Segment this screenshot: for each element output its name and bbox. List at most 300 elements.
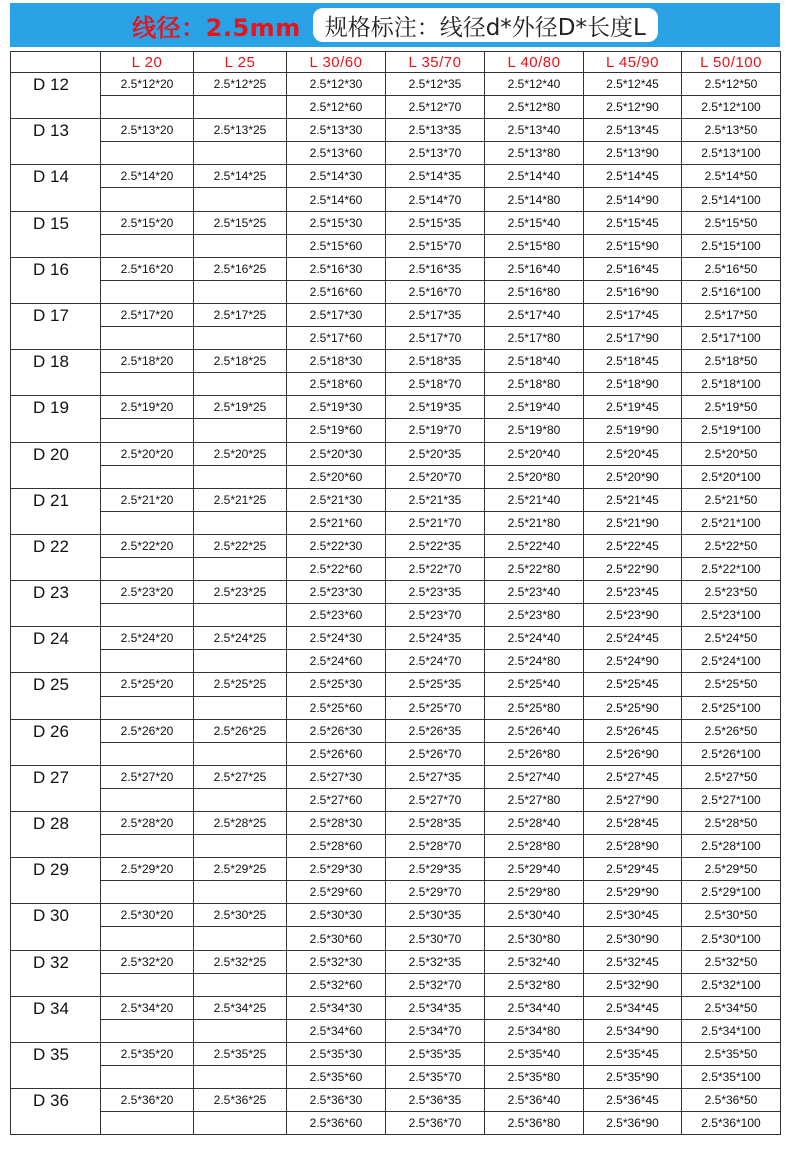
spec-cell: 2.5*12*20	[101, 73, 194, 96]
spec-cell: 2.5*15*50	[682, 211, 781, 234]
spec-cell: 2.5*36*100	[682, 1112, 781, 1135]
spec-cell: 2.5*28*100	[682, 835, 781, 858]
spec-cell: 2.5*23*50	[682, 581, 781, 604]
spec-cell	[101, 327, 194, 350]
spec-cell: 2.5*22*20	[101, 534, 194, 557]
spec-cell: 2.5*24*25	[194, 627, 287, 650]
spec-cell	[101, 1019, 194, 1042]
spec-cell: 2.5*17*20	[101, 303, 194, 326]
spec-cell: 2.5*34*25	[194, 996, 287, 1019]
spec-cell: 2.5*20*25	[194, 442, 287, 465]
table-row	[11, 165, 781, 188]
spec-cell: 2.5*32*80	[485, 973, 584, 996]
column-header: L 50/100	[682, 52, 781, 73]
outer-diameter-label: D 26	[11, 719, 101, 765]
table-row	[11, 627, 781, 650]
spec-cell: 2.5*29*25	[194, 858, 287, 881]
spec-cell: 2.5*14*50	[682, 165, 781, 188]
spec-cell: 2.5*16*40	[485, 257, 584, 280]
outer-diameter-label: D 18	[11, 350, 101, 396]
spec-cell: 2.5*32*35	[386, 950, 485, 973]
spec-cell: 2.5*17*25	[194, 303, 287, 326]
spec-cell	[194, 188, 287, 211]
table-row	[11, 904, 781, 927]
outer-diameter-label: D 22	[11, 534, 101, 580]
outer-diameter-label: D 34	[11, 996, 101, 1042]
spec-table	[10, 51, 781, 1135]
spec-cell: 2.5*30*45	[584, 904, 682, 927]
spec-note-label: 规格标注：线径d*外径D*长度L	[313, 8, 658, 42]
spec-cell: 2.5*19*35	[386, 396, 485, 419]
spec-cell	[194, 927, 287, 950]
spec-cell: 2.5*28*50	[682, 812, 781, 835]
spec-cell: 2.5*20*70	[386, 465, 485, 488]
spec-cell	[101, 142, 194, 165]
spec-cell: 2.5*27*40	[485, 765, 584, 788]
spec-cell: 2.5*18*70	[386, 373, 485, 396]
spec-cell	[101, 696, 194, 719]
spec-cell: 2.5*12*25	[194, 73, 287, 96]
outer-diameter-label: D 14	[11, 165, 101, 211]
spec-cell: 2.5*16*90	[584, 280, 682, 303]
spec-cell: 2.5*30*70	[386, 927, 485, 950]
spec-cell: 2.5*14*40	[485, 165, 584, 188]
spec-cell: 2.5*34*80	[485, 1019, 584, 1042]
header-banner	[10, 3, 780, 47]
table-row	[11, 188, 781, 211]
spec-cell: 2.5*22*90	[584, 557, 682, 580]
spec-cell: 2.5*19*20	[101, 396, 194, 419]
spec-cell: 2.5*36*25	[194, 1089, 287, 1112]
spec-cell: 2.5*18*40	[485, 350, 584, 373]
spec-cell: 2.5*17*90	[584, 327, 682, 350]
outer-diameter-label: D 17	[11, 303, 101, 349]
spec-cell	[194, 835, 287, 858]
spec-cell: 2.5*17*80	[485, 327, 584, 350]
spec-cell: 2.5*26*30	[287, 719, 386, 742]
spec-cell: 2.5*28*35	[386, 812, 485, 835]
spec-cell: 2.5*23*80	[485, 604, 584, 627]
spec-cell: 2.5*18*100	[682, 373, 781, 396]
table-row	[11, 373, 781, 396]
table-row	[11, 534, 781, 557]
spec-cell: 2.5*12*60	[287, 96, 386, 119]
spec-cell: 2.5*24*80	[485, 650, 584, 673]
spec-cell: 2.5*16*50	[682, 257, 781, 280]
spec-cell: 2.5*15*90	[584, 234, 682, 257]
spec-cell: 2.5*26*25	[194, 719, 287, 742]
spec-cell: 2.5*13*40	[485, 119, 584, 142]
table-header-row	[11, 52, 781, 73]
spec-cell: 2.5*17*60	[287, 327, 386, 350]
spec-cell: 2.5*19*30	[287, 396, 386, 419]
spec-cell: 2.5*20*50	[682, 442, 781, 465]
spec-cell: 2.5*16*45	[584, 257, 682, 280]
spec-cell: 2.5*25*30	[287, 673, 386, 696]
outer-diameter-label: D 25	[11, 673, 101, 719]
spec-cell: 2.5*36*20	[101, 1089, 194, 1112]
spec-cell: 2.5*29*45	[584, 858, 682, 881]
spec-cell: 2.5*15*70	[386, 234, 485, 257]
table-row	[11, 396, 781, 419]
spec-cell: 2.5*26*50	[682, 719, 781, 742]
spec-cell: 2.5*29*100	[682, 881, 781, 904]
spec-cell: 2.5*28*40	[485, 812, 584, 835]
spec-cell: 2.5*32*30	[287, 950, 386, 973]
wire-diameter-title: 线径：2.5mm	[132, 13, 301, 42]
spec-cell: 2.5*23*45	[584, 581, 682, 604]
spec-cell: 2.5*17*35	[386, 303, 485, 326]
spec-cell: 2.5*20*20	[101, 442, 194, 465]
table-body	[11, 73, 781, 1135]
spec-cell	[101, 1112, 194, 1135]
spec-cell	[194, 742, 287, 765]
spec-cell: 2.5*13*90	[584, 142, 682, 165]
spec-cell: 2.5*18*35	[386, 350, 485, 373]
spec-cell: 2.5*19*70	[386, 419, 485, 442]
spec-cell: 2.5*14*20	[101, 165, 194, 188]
spec-cell	[194, 280, 287, 303]
spec-cell	[194, 557, 287, 580]
spec-cell: 2.5*34*100	[682, 1019, 781, 1042]
table-row	[11, 442, 781, 465]
spec-cell: 2.5*30*25	[194, 904, 287, 927]
spec-cell	[101, 234, 194, 257]
table-row	[11, 142, 781, 165]
spec-cell: 2.5*35*70	[386, 1066, 485, 1089]
spec-cell: 2.5*32*25	[194, 950, 287, 973]
spec-cell: 2.5*36*70	[386, 1112, 485, 1135]
spec-cell: 2.5*35*35	[386, 1042, 485, 1065]
spec-cell: 2.5*27*70	[386, 788, 485, 811]
table-row	[11, 1042, 781, 1065]
column-header: L 45/90	[584, 52, 682, 73]
spec-cell	[101, 465, 194, 488]
spec-cell: 2.5*35*90	[584, 1066, 682, 1089]
spec-cell: 2.5*21*100	[682, 511, 781, 534]
table-row	[11, 96, 781, 119]
table-row	[11, 257, 781, 280]
spec-cell: 2.5*12*50	[682, 73, 781, 96]
table-row	[11, 511, 781, 534]
spec-cell: 2.5*13*70	[386, 142, 485, 165]
spec-cell: 2.5*28*25	[194, 812, 287, 835]
spec-cell: 2.5*24*30	[287, 627, 386, 650]
table-row	[11, 327, 781, 350]
spec-cell: 2.5*36*30	[287, 1089, 386, 1112]
spec-cell: 2.5*34*50	[682, 996, 781, 1019]
spec-cell: 2.5*18*50	[682, 350, 781, 373]
spec-cell: 2.5*36*45	[584, 1089, 682, 1112]
outer-diameter-label: D 16	[11, 257, 101, 303]
table-row	[11, 835, 781, 858]
table-row	[11, 1019, 781, 1042]
spec-cell	[194, 96, 287, 119]
spec-cell: 2.5*27*100	[682, 788, 781, 811]
spec-cell: 2.5*32*90	[584, 973, 682, 996]
spec-cell	[194, 373, 287, 396]
spec-cell: 2.5*13*100	[682, 142, 781, 165]
column-header: L 20	[101, 52, 194, 73]
spec-cell: 2.5*13*30	[287, 119, 386, 142]
spec-cell: 2.5*24*90	[584, 650, 682, 673]
spec-cell: 2.5*14*80	[485, 188, 584, 211]
spec-cell	[101, 881, 194, 904]
spec-cell: 2.5*23*60	[287, 604, 386, 627]
column-header: L 35/70	[386, 52, 485, 73]
spec-cell: 2.5*26*80	[485, 742, 584, 765]
table-row	[11, 996, 781, 1019]
spec-cell: 2.5*20*40	[485, 442, 584, 465]
spec-cell: 2.5*26*70	[386, 742, 485, 765]
outer-diameter-label: D 15	[11, 211, 101, 257]
outer-diameter-label: D 35	[11, 1042, 101, 1088]
spec-cell: 2.5*16*35	[386, 257, 485, 280]
spec-cell	[101, 604, 194, 627]
spec-cell: 2.5*30*50	[682, 904, 781, 927]
spec-cell: 2.5*34*35	[386, 996, 485, 1019]
spec-cell: 2.5*24*40	[485, 627, 584, 650]
outer-diameter-label: D 29	[11, 858, 101, 904]
spec-cell: 2.5*20*35	[386, 442, 485, 465]
spec-cell: 2.5*27*45	[584, 765, 682, 788]
spec-cell	[194, 696, 287, 719]
spec-cell	[194, 1019, 287, 1042]
spec-cell: 2.5*34*30	[287, 996, 386, 1019]
outer-diameter-label: D 23	[11, 581, 101, 627]
spec-cell: 2.5*18*25	[194, 350, 287, 373]
spec-cell: 2.5*27*35	[386, 765, 485, 788]
outer-diameter-label: D 24	[11, 627, 101, 673]
spec-cell: 2.5*16*70	[386, 280, 485, 303]
spec-cell: 2.5*29*80	[485, 881, 584, 904]
spec-cell: 2.5*19*40	[485, 396, 584, 419]
spec-cell: 2.5*22*30	[287, 534, 386, 557]
spec-cell: 2.5*22*35	[386, 534, 485, 557]
spec-cell: 2.5*35*30	[287, 1042, 386, 1065]
table-row	[11, 765, 781, 788]
table-row	[11, 927, 781, 950]
spec-cell: 2.5*34*40	[485, 996, 584, 1019]
spec-cell: 2.5*28*20	[101, 812, 194, 835]
spec-cell: 2.5*19*80	[485, 419, 584, 442]
spec-cell: 2.5*22*40	[485, 534, 584, 557]
outer-diameter-label: D 36	[11, 1089, 101, 1135]
table-row	[11, 1089, 781, 1112]
spec-cell: 2.5*12*90	[584, 96, 682, 119]
spec-cell: 2.5*15*80	[485, 234, 584, 257]
column-header: L 30/60	[287, 52, 386, 73]
spec-cell	[101, 373, 194, 396]
table-row	[11, 650, 781, 673]
spec-cell	[194, 465, 287, 488]
table-row	[11, 73, 781, 96]
spec-cell: 2.5*26*35	[386, 719, 485, 742]
spec-cell: 2.5*24*70	[386, 650, 485, 673]
spec-cell: 2.5*26*60	[287, 742, 386, 765]
spec-cell: 2.5*23*25	[194, 581, 287, 604]
spec-cell	[194, 234, 287, 257]
outer-diameter-label: D 19	[11, 396, 101, 442]
spec-cell: 2.5*21*50	[682, 488, 781, 511]
spec-cell: 2.5*19*100	[682, 419, 781, 442]
spec-cell: 2.5*27*50	[682, 765, 781, 788]
spec-cell: 2.5*22*45	[584, 534, 682, 557]
spec-cell: 2.5*36*50	[682, 1089, 781, 1112]
table-row	[11, 673, 781, 696]
spec-cell: 2.5*13*50	[682, 119, 781, 142]
spec-cell: 2.5*29*90	[584, 881, 682, 904]
spec-cell: 2.5*18*60	[287, 373, 386, 396]
spec-cell	[101, 280, 194, 303]
spec-cell	[101, 973, 194, 996]
spec-cell	[101, 1066, 194, 1089]
outer-diameter-label: D 30	[11, 904, 101, 950]
spec-cell: 2.5*17*45	[584, 303, 682, 326]
spec-cell: 2.5*13*60	[287, 142, 386, 165]
spec-cell: 2.5*35*45	[584, 1042, 682, 1065]
spec-cell: 2.5*30*90	[584, 927, 682, 950]
spec-cell: 2.5*34*20	[101, 996, 194, 1019]
spec-cell: 2.5*35*25	[194, 1042, 287, 1065]
spec-cell: 2.5*17*40	[485, 303, 584, 326]
spec-cell: 2.5*19*45	[584, 396, 682, 419]
table-row	[11, 812, 781, 835]
spec-cell: 2.5*23*30	[287, 581, 386, 604]
spec-cell	[194, 142, 287, 165]
table-row	[11, 211, 781, 234]
spec-cell: 2.5*27*90	[584, 788, 682, 811]
spec-cell: 2.5*23*40	[485, 581, 584, 604]
spec-cell	[194, 327, 287, 350]
spec-cell: 2.5*36*60	[287, 1112, 386, 1135]
spec-cell: 2.5*34*45	[584, 996, 682, 1019]
spec-cell: 2.5*24*100	[682, 650, 781, 673]
spec-cell: 2.5*18*90	[584, 373, 682, 396]
spec-cell: 2.5*21*80	[485, 511, 584, 534]
outer-diameter-label: D 21	[11, 488, 101, 534]
spec-cell: 2.5*22*80	[485, 557, 584, 580]
spec-cell: 2.5*17*70	[386, 327, 485, 350]
spec-cell: 2.5*23*35	[386, 581, 485, 604]
spec-cell: 2.5*34*90	[584, 1019, 682, 1042]
outer-diameter-label: D 20	[11, 442, 101, 488]
column-header	[11, 52, 101, 73]
spec-cell: 2.5*12*80	[485, 96, 584, 119]
spec-cell: 2.5*25*25	[194, 673, 287, 696]
outer-diameter-label: D 28	[11, 812, 101, 858]
spec-cell: 2.5*32*60	[287, 973, 386, 996]
spec-cell	[101, 557, 194, 580]
spec-cell: 2.5*21*70	[386, 511, 485, 534]
spec-cell: 2.5*12*45	[584, 73, 682, 96]
spec-cell: 2.5*20*30	[287, 442, 386, 465]
spec-cell: 2.5*16*20	[101, 257, 194, 280]
spec-cell: 2.5*22*25	[194, 534, 287, 557]
spec-cell: 2.5*20*80	[485, 465, 584, 488]
spec-cell	[101, 835, 194, 858]
spec-cell: 2.5*12*30	[287, 73, 386, 96]
table-row	[11, 1112, 781, 1135]
spec-cell: 2.5*26*90	[584, 742, 682, 765]
spec-cell: 2.5*12*100	[682, 96, 781, 119]
spec-cell: 2.5*30*30	[287, 904, 386, 927]
spec-cell: 2.5*35*50	[682, 1042, 781, 1065]
outer-diameter-label: D 12	[11, 73, 101, 119]
spec-cell: 2.5*17*100	[682, 327, 781, 350]
spec-cell: 2.5*32*45	[584, 950, 682, 973]
table-row	[11, 788, 781, 811]
spec-cell: 2.5*30*100	[682, 927, 781, 950]
spec-cell: 2.5*15*25	[194, 211, 287, 234]
spec-cell: 2.5*16*25	[194, 257, 287, 280]
table-row	[11, 234, 781, 257]
spec-cell: 2.5*32*70	[386, 973, 485, 996]
spec-cell: 2.5*18*80	[485, 373, 584, 396]
spec-cell: 2.5*14*45	[584, 165, 682, 188]
spec-cell: 2.5*23*20	[101, 581, 194, 604]
spec-cell: 2.5*28*70	[386, 835, 485, 858]
spec-cell: 2.5*20*45	[584, 442, 682, 465]
spec-cell: 2.5*16*80	[485, 280, 584, 303]
spec-cell	[194, 650, 287, 673]
spec-cell: 2.5*30*40	[485, 904, 584, 927]
spec-cell	[194, 511, 287, 534]
spec-cell: 2.5*21*40	[485, 488, 584, 511]
table-row	[11, 303, 781, 326]
spec-cell: 2.5*24*60	[287, 650, 386, 673]
spec-cell: 2.5*28*60	[287, 835, 386, 858]
spec-cell	[194, 604, 287, 627]
spec-cell	[101, 188, 194, 211]
spec-cell: 2.5*21*35	[386, 488, 485, 511]
spec-cell: 2.5*30*60	[287, 927, 386, 950]
table-row	[11, 419, 781, 442]
outer-diameter-label: D 27	[11, 765, 101, 811]
spec-cell: 2.5*22*100	[682, 557, 781, 580]
spec-cell: 2.5*25*90	[584, 696, 682, 719]
spec-cell	[101, 927, 194, 950]
spec-cell: 2.5*17*30	[287, 303, 386, 326]
spec-cell: 2.5*21*25	[194, 488, 287, 511]
table-row	[11, 604, 781, 627]
spec-cell: 2.5*29*35	[386, 858, 485, 881]
spec-cell: 2.5*27*30	[287, 765, 386, 788]
spec-cell: 2.5*35*40	[485, 1042, 584, 1065]
spec-cell: 2.5*22*50	[682, 534, 781, 557]
spec-cell: 2.5*36*35	[386, 1089, 485, 1112]
table-row	[11, 950, 781, 973]
spec-cell: 2.5*18*20	[101, 350, 194, 373]
spec-cell: 2.5*28*30	[287, 812, 386, 835]
table-row	[11, 350, 781, 373]
spec-cell: 2.5*21*90	[584, 511, 682, 534]
spec-cell: 2.5*14*30	[287, 165, 386, 188]
spec-cell: 2.5*12*40	[485, 73, 584, 96]
spec-cell: 2.5*13*80	[485, 142, 584, 165]
spec-cell: 2.5*34*60	[287, 1019, 386, 1042]
spec-cell: 2.5*16*100	[682, 280, 781, 303]
spec-cell: 2.5*30*35	[386, 904, 485, 927]
spec-cell: 2.5*14*25	[194, 165, 287, 188]
spec-cell: 2.5*25*100	[682, 696, 781, 719]
table-row	[11, 696, 781, 719]
spec-cell: 2.5*14*35	[386, 165, 485, 188]
spec-cell: 2.5*35*80	[485, 1066, 584, 1089]
spec-cell: 2.5*14*70	[386, 188, 485, 211]
spec-cell: 2.5*23*70	[386, 604, 485, 627]
spec-cell: 2.5*36*80	[485, 1112, 584, 1135]
